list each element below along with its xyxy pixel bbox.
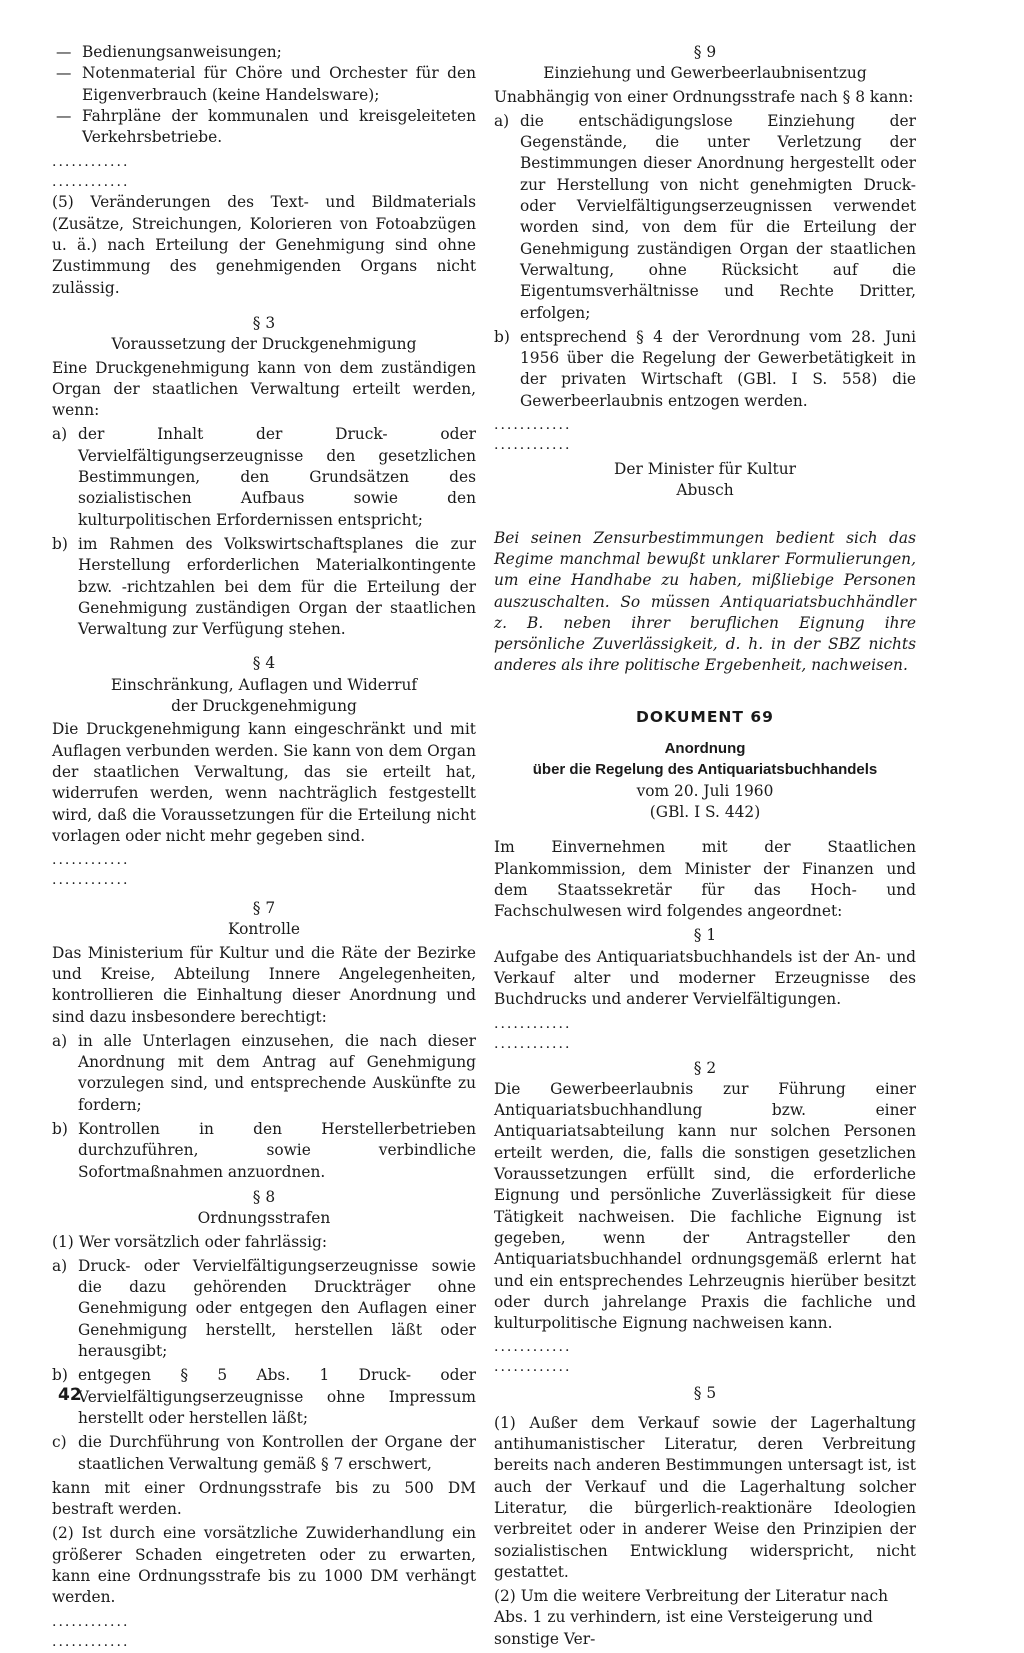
section-text: Die Druckgenehmigung kann eingeschränkt und mit Auflagen verbunden werden. Sie kann von dem Organ der staatlichen Verwaltung, das sie erteilt hat, widerrufen werden, wenn nachträglich festgestellt wird, daß die Voraussetzungen für die Erteilung nicht vorlagen oder nicht mehr gegeben sind. bbox=[52, 720, 476, 845]
list-item bbox=[52, 1256, 476, 1362]
section-title: Voraussetzung der Druckgenehmigung bbox=[111, 335, 417, 354]
list-marker: c) bbox=[52, 1433, 67, 1452]
signature-name: Abusch bbox=[676, 481, 734, 500]
section-text: Aufgabe des Antiquariatsbuchhandels ist der An- und Verkauf alter und moderner Erzeugnisse des Buchdrucks und anderer Vervielfältigungen. bbox=[494, 947, 916, 1009]
page-number: 42 bbox=[58, 1385, 82, 1405]
section-title: Kontrolle bbox=[227, 920, 301, 939]
omission-dots: ............ bbox=[494, 1035, 572, 1052]
document-heading: DOKUMENT 69 bbox=[636, 707, 774, 726]
list-marker: b) bbox=[52, 534, 68, 553]
list-item-text: entsprechend § 4 der Verordnung vom 28. Juni 1956 über die Regelung der Gewerbetätigkeit in der privaten Wirtschaft (GBl. I S. 558) die Gewerbeerlaubnis entzogen werden. bbox=[520, 327, 916, 410]
document-title: Anordnung bbox=[664, 740, 746, 758]
section-title-line-2: der Druckgenehmigung bbox=[171, 697, 357, 716]
dash-item bbox=[52, 63, 476, 106]
section-title: Ordnungsstrafen bbox=[197, 1209, 331, 1228]
list-item bbox=[52, 1031, 476, 1116]
list-item-text: im Rahmen des Volkswirtschaftsplanes die zur Herstellung erforderlichen Materialkontingente bzw. -richtzahlen bei dem für die Erteilung der Genehmigung zuständigen Organ der staatlichen Verwaltung zur Verfügung stehen. bbox=[78, 534, 476, 639]
dash-marker: — bbox=[56, 64, 72, 83]
omission-dots: ............ bbox=[494, 1339, 572, 1356]
section-paragraph-2: (2) Um die weitere Verbreitung der Literatur nach Abs. 1 zu verhindern, ist eine Versteigerung und sonstige Ver- bbox=[494, 1587, 889, 1648]
section-intro: Eine Druckgenehmigung kann von dem zuständigen Organ der staatlichen Verwaltung erteilt werden, wenn: bbox=[52, 358, 476, 420]
list-item bbox=[52, 424, 476, 530]
omission-dots: ............ bbox=[494, 437, 572, 454]
dash-item-text: Notenmaterial für Chöre und Orchester für den Eigenverbrauch (keine Handelsware); bbox=[82, 64, 476, 104]
omission-dots: ............ bbox=[52, 852, 130, 869]
section-paragraph-1: (1) Außer dem Verkauf sowie der Lagerhaltung antihumanistischer Literatur, deren Verbreitung bereits nach anderen Bestimmungen untersagt ist, ist auch der Verkauf und die Lagerhaltung solcher Literatur, die bürgerlich-reaktionäre Ideologien verbreitet oder in anderer Weise den Prinzipien der sozialistischen Entwicklung widerspricht, nicht gestattet. bbox=[494, 1413, 916, 1581]
list-marker: b) bbox=[52, 1120, 68, 1139]
section-number: § 8 bbox=[252, 1187, 276, 1206]
document-date: vom 20. Juli 1960 bbox=[636, 781, 774, 800]
omission-dots: ............ bbox=[52, 154, 130, 171]
list-item-text: die Durchführung von Kontrollen der Organe der staatlichen Verwaltung gemäß § 7 erschwert, bbox=[78, 1433, 476, 1473]
list-marker: a) bbox=[52, 1256, 68, 1275]
section-number: § 1 bbox=[693, 926, 717, 945]
section-number: § 7 bbox=[252, 899, 276, 918]
list-item bbox=[494, 327, 916, 412]
section-text: Die Gewerbeerlaubnis zur Führung einer Antiquariatsbuchhandlung bzw. einer Antiquariatsabteilung kann nur solchen Personen erteilt werden, die, falls die sonstigen gesetzlichen Voraussetzungen erfüllt sind, die erforderliche Eignung und persönliche Zuverlässigkeit für diese Tätigkeit nachweisen. Die fachliche Eignung ist gegeben, wenn der Antragsteller den Antiquariatsbuchhandel ordnungsgemäß erlernt hat und ein entsprechendes Lehrzeugnis hierüber besitzt oder durch jahrelange Praxis die fachliche und kulturpolitische Eignung nachweisen kann. bbox=[494, 1079, 916, 1333]
section-title: Einschränkung, Auflagen und Widerruf bbox=[110, 675, 418, 694]
list-marker: a) bbox=[494, 111, 510, 130]
omission-dots: ............ bbox=[494, 1015, 572, 1032]
list-item bbox=[52, 534, 476, 640]
list-marker: b) bbox=[52, 1366, 68, 1385]
list-item-text: entgegen § 5 Abs. 1 Druck- oder Vervielfältigungserzeugnisse ohne Impressum herstellt oder herstellen läßt; bbox=[78, 1366, 476, 1427]
dash-item bbox=[52, 42, 476, 63]
section-intro: Das Ministerium für Kultur und die Räte der Bezirke und Kreise, Abteilung Innere Angelegenheiten, kontrollieren die Einhaltung dieser Anordnung und sind dazu insbesondere berechtigt: bbox=[52, 943, 476, 1026]
document-subtitle: über die Regelung des Antiquariatsbuchhandels bbox=[532, 761, 878, 779]
section-intro: (1) Wer vorsätzlich oder fahrlässig: bbox=[52, 1232, 328, 1251]
list-item-text: Kontrollen in den Herstellerbetrieben durchzuführen, sowie verbindliche Sofortmaßnahmen anzuordnen. bbox=[78, 1120, 476, 1181]
list-item bbox=[52, 1432, 476, 1475]
paragraph-5: (5) Veränderungen des Text- und Bildmaterials (Zusätze, Streichungen, Kolorieren von Fotoabzügen u. ä.) nach Erteilung der Genehmigung sind ohne Zustimmung des genehmigenden Organs nicht zulässig. bbox=[52, 193, 476, 297]
omission-dots: ............ bbox=[52, 1633, 130, 1650]
section-number: § 9 bbox=[693, 43, 717, 61]
omission-dots: ............ bbox=[52, 872, 130, 889]
list-item bbox=[52, 1365, 476, 1429]
section-number: § 5 bbox=[693, 1384, 717, 1403]
right-column bbox=[494, 42, 916, 1653]
left-column bbox=[52, 42, 476, 1652]
list-marker: b) bbox=[494, 327, 510, 346]
section-title: Einziehung und Gewerbeerlaubnisentzug bbox=[543, 64, 867, 83]
dash-item bbox=[52, 106, 476, 149]
list-item bbox=[494, 111, 916, 324]
list-marker: a) bbox=[52, 1031, 68, 1050]
document-source: (GBl. I S. 442) bbox=[649, 802, 761, 821]
section-number: § 2 bbox=[693, 1058, 717, 1077]
dash-item-text: Fahrpläne der kommunalen und kreisgeleiteten Verkehrsbetriebe. bbox=[82, 106, 476, 147]
dash-item-text: Bedienungsanweisungen; bbox=[82, 43, 282, 61]
list-item-text: der Inhalt der Druck- oder Vervielfältigungserzeugnisse den gesetzlichen Bestimmungen, den Grundsätzen des sozialistischen Aufbaus sowie den kulturpolitischen Erfordernissen entspricht; bbox=[78, 425, 476, 529]
omission-dots: ............ bbox=[52, 1613, 130, 1630]
list-item bbox=[52, 1119, 476, 1183]
list-marker: a) bbox=[52, 425, 68, 444]
paragraph-2: (2) Ist durch eine vorsätzliche Zuwiderhandlung ein größerer Schaden eingetreten oder zu erwarten, kann eine Ordnungsstrafe bis zu 1000 DM verhängt werden. bbox=[52, 1524, 476, 1607]
dash-marker: — bbox=[56, 106, 72, 125]
list-item-text: die entschädigungslose Einziehung der Gegenstände, die unter Verletzung der Bestimmungen dieser Anordnung hergestellt oder zur Herstellung von nicht genehmigten Druck- oder Vervielfältigungserzeugnissen verwendet worden sind, von dem für die Erteilung der Genehmigung zuständigen Organ der staatlichen Verwaltung, ohne Rücksicht auf die Eigentumsverhältnisse und Rechte Dritter, erfolgen; bbox=[520, 111, 916, 322]
signature-role: Der Minister für Kultur bbox=[614, 460, 796, 479]
section-number: § 4 bbox=[252, 654, 276, 673]
section-number: § 3 bbox=[252, 313, 276, 332]
list-item-text: in alle Unterlagen einzusehen, die nach dieser Anordnung mit dem Antrag auf Genehmigung vorzulegen sind, und entsprechende Auskünfte zu fordern; bbox=[78, 1031, 476, 1114]
omission-dots: ............ bbox=[494, 417, 572, 434]
list-item-text: Druck- oder Vervielfältigungserzeugnisse sowie die dazu gehörenden Druckträger ohne Genehmigung oder entgegen den Auflagen einer Genehmigung herstellt, herstellen läßt oder herausgibt; bbox=[78, 1256, 476, 1361]
section-intro: Unabhängig von einer Ordnungsstrafe nach § 8 kann: bbox=[494, 87, 914, 106]
penalty-text: kann mit einer Ordnungsstrafe bis zu 500 DM bestraft werden. bbox=[52, 1478, 476, 1519]
omission-dots: ............ bbox=[494, 1359, 572, 1376]
editorial-commentary: Bei seinen Zensurbestimmungen bedient sich das Regime manchmal bewußt unklarer Formulierungen, um eine Handhabe zu haben, mißliebige Personen auszuschalten. So müssen Antiquariatsbuchhändler z. B. neben ihrer beruflichen Eignung ihre persönliche Zuverlässigkeit, d. h. in der SBZ nichts anderes als ihre politische Ergebenheit, nachweisen. bbox=[494, 528, 916, 675]
preamble: Im Einvernehmen mit der Staatlichen Plankommission, dem Minister der Finanzen und dem Staatssekretär für das Hoch- und Fachschulwesen wird folgendes angeordnet: bbox=[494, 838, 916, 921]
dash-marker: — bbox=[56, 43, 72, 61]
omission-dots: ............ bbox=[52, 174, 130, 191]
